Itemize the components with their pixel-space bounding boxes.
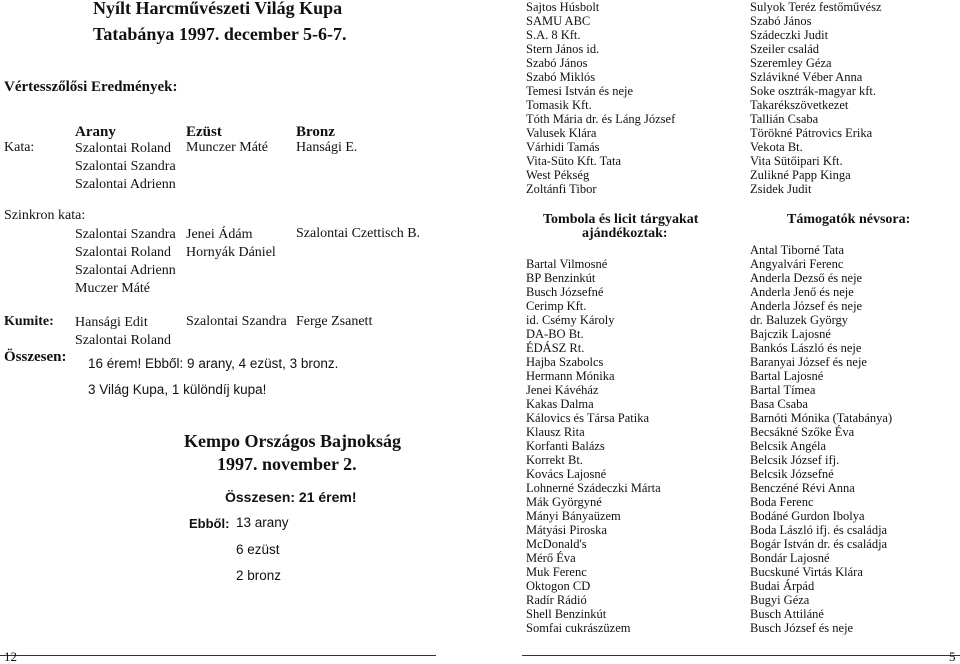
event-title: Nyílt Harcművészeti Világ Kupa bbox=[93, 0, 343, 18]
list-item: West Pékség bbox=[526, 168, 590, 182]
total-label: Összesen: bbox=[4, 349, 67, 365]
list-item: Muk Ferenc bbox=[526, 565, 587, 579]
tombola-title: Tombola és licit tárgyakat bbox=[543, 212, 699, 227]
list-item: Anderla Jenő és neje bbox=[750, 285, 854, 299]
list-item: Basa Csaba bbox=[750, 397, 808, 411]
list-item: Szádeczki Judit bbox=[750, 28, 829, 42]
list-item: Lohnerné Szádeczki Márta bbox=[526, 481, 661, 495]
list-item: Szalontai Szandra bbox=[75, 227, 176, 242]
tombola-title-2: ajándékoztak: bbox=[582, 226, 668, 241]
supporters-list-top-1 bbox=[526, 0, 675, 196]
list-item: Antal Tiborné Tata bbox=[750, 243, 845, 257]
tombola-list bbox=[526, 257, 661, 635]
total-text-cups: 3 Világ Kupa, 1 különdíj kupa! bbox=[88, 382, 267, 397]
list-item: Szalontai Szandra bbox=[75, 159, 176, 174]
page-number-left: 12 bbox=[4, 649, 17, 664]
list-item: Hansági Edit bbox=[75, 315, 148, 330]
kata-gold-list bbox=[75, 140, 176, 194]
list-item: SAMU ABC bbox=[526, 14, 591, 28]
list-item: Zoltánfi Tibor bbox=[526, 182, 597, 196]
list-item: Bodáné Gurdon Ibolya bbox=[750, 509, 865, 523]
list-item: Belcsik Angéla bbox=[750, 439, 827, 453]
footer-divider-left bbox=[0, 655, 436, 656]
szinkron-bronze: Szalontai Czettisch B. bbox=[296, 226, 421, 241]
list-item: dr. Baluzek György bbox=[750, 313, 849, 327]
kumite-bronze: Ferge Zsanett bbox=[296, 314, 373, 329]
list-item: Szalontai Adrienn bbox=[75, 263, 176, 278]
list-item: Szabó János bbox=[750, 14, 812, 28]
kata-bronze: Hansági E. bbox=[296, 140, 358, 155]
list-item: Korfanti Balázs bbox=[526, 439, 605, 453]
list-item: Zulikné Papp Kinga bbox=[750, 168, 851, 182]
list-item: id. Csémy Károly bbox=[526, 313, 615, 327]
list-item: Soke osztrák-magyar kft. bbox=[750, 84, 877, 98]
list-item: Tomasik Kft. bbox=[526, 98, 592, 112]
list-item: Korrekt Bt. bbox=[526, 453, 583, 467]
list-item: Jenei Ádám bbox=[186, 227, 253, 242]
list-item: Budai Árpád bbox=[750, 579, 815, 593]
list-item: ÉDÁSZ Rt. bbox=[526, 341, 585, 355]
kempo-bronze: 2 bronz bbox=[236, 568, 282, 583]
list-item: Temesi István és neje bbox=[526, 84, 634, 98]
footer-divider-right bbox=[522, 655, 960, 656]
list-item: Mák Györgyné bbox=[526, 495, 602, 509]
list-item: Barnóti Mónika (Tatabánya) bbox=[750, 411, 893, 425]
list-item: Shell Benzinkút bbox=[526, 607, 607, 621]
szinkron-kata-label: Szinkron kata: bbox=[4, 208, 86, 223]
list-item: Bajczik Lajosné bbox=[750, 327, 831, 341]
list-item: Hornyák Dániel bbox=[186, 245, 276, 260]
list-item: Radír Rádió bbox=[526, 593, 587, 607]
list-item: Vita-Süto Kft. Tata bbox=[526, 154, 622, 168]
list-item: Bugyi Géza bbox=[750, 593, 810, 607]
event-date: Tatabánya 1997. december 5-6-7. bbox=[93, 24, 347, 44]
list-item: Boda László ifj. és családja bbox=[750, 523, 888, 537]
kempo-gold: 13 arany bbox=[236, 515, 289, 530]
kempo-date: 1997. november 2. bbox=[217, 454, 357, 474]
supporters-list-top-2 bbox=[750, 0, 882, 196]
list-item: Busch Józsefné bbox=[526, 285, 604, 299]
list-item: Busch József és neje bbox=[750, 621, 854, 635]
list-item: Vekota Bt. bbox=[750, 140, 803, 154]
list-item: Bartal Lajosné bbox=[750, 369, 824, 383]
list-item: Kakas Dalma bbox=[526, 397, 594, 411]
list-item: Mérő Éva bbox=[526, 551, 576, 565]
list-item: Bondár Lajosné bbox=[750, 551, 830, 565]
gold-column-header: Arany bbox=[75, 124, 116, 140]
bronze-column-header: Bronz bbox=[296, 124, 335, 140]
list-item: Klausz Rita bbox=[526, 425, 585, 439]
list-item: Anderla József és neje bbox=[750, 299, 863, 313]
list-item: Sulyok Teréz festőművész bbox=[750, 0, 882, 14]
list-item: Várhidi Tamás bbox=[526, 140, 600, 154]
list-item: Szalontai Adrienn bbox=[75, 177, 176, 192]
list-item: Valusek Klára bbox=[526, 126, 597, 140]
kempo-title: Kempo Országos Bajnokság bbox=[184, 431, 402, 451]
list-item: Tallián Csaba bbox=[750, 112, 819, 126]
list-item: S.A. 8 Kft. bbox=[526, 28, 581, 42]
list-item: Törökné Pátrovics Erika bbox=[750, 126, 873, 140]
list-item: Bankós László és neje bbox=[750, 341, 862, 355]
kumite-silver: Szalontai Szandra bbox=[186, 314, 287, 329]
kata-label: Kata: bbox=[4, 140, 35, 155]
list-item: Oktogon CD bbox=[526, 579, 591, 593]
silver-column-header: Ezüst bbox=[186, 124, 222, 140]
list-item: Bartal Tímea bbox=[750, 383, 816, 397]
kempo-silver: 6 ezüst bbox=[236, 542, 280, 557]
list-item: Cerimp Kft. bbox=[526, 299, 587, 313]
list-item: Angyalvári Ferenc bbox=[750, 257, 844, 271]
list-item: Belcsik József ifj. bbox=[750, 453, 840, 467]
szinkron-silver-list bbox=[186, 226, 276, 262]
page-number-right: 5 bbox=[949, 649, 956, 664]
list-item: Tóth Mária dr. és Láng József bbox=[526, 112, 676, 126]
list-item: Mányi Bányaüzem bbox=[526, 509, 621, 523]
list-item: Benczéné Révi Anna bbox=[750, 481, 855, 495]
list-item: Boda Ferenc bbox=[750, 495, 814, 509]
total-text: 16 érem! Ebből: 9 arany, 4 ezüst, 3 bronz. bbox=[88, 356, 339, 371]
results-heading: Vértesszőlősi Eredmények: bbox=[4, 79, 178, 95]
supporters-list bbox=[750, 243, 892, 635]
list-item: Szeiler család bbox=[750, 42, 820, 56]
list-item: Belcsik Józsefné bbox=[750, 467, 834, 481]
list-item: Bucskuné Virtás Klára bbox=[750, 565, 863, 579]
list-item: Bogár István dr. és családja bbox=[750, 537, 888, 551]
list-item: Sajtos Húsbolt bbox=[526, 0, 600, 14]
list-item: Kálovics és Társa Patika bbox=[526, 411, 649, 425]
list-item: Szeremley Géza bbox=[750, 56, 832, 70]
list-item: Somfai cukrászüzem bbox=[526, 621, 631, 635]
list-item: Bartal Vilmosné bbox=[526, 257, 608, 271]
kumite-label: Kumite: bbox=[4, 314, 54, 329]
list-item: McDonald's bbox=[526, 537, 587, 551]
list-item: Vita Sütőipari Kft. bbox=[750, 154, 843, 168]
list-item: Szalontai Roland bbox=[75, 245, 172, 260]
list-item: Muczer Máté bbox=[75, 281, 151, 296]
list-item: Baranyai József és neje bbox=[750, 355, 867, 369]
list-item: Szabó Miklós bbox=[526, 70, 596, 84]
list-item: Zsidek Judit bbox=[750, 182, 812, 196]
list-item: BP Benzinkút bbox=[526, 271, 596, 285]
list-item: Szalontai Roland bbox=[75, 333, 172, 348]
list-item: Hermann Mónika bbox=[526, 369, 615, 383]
list-item: Busch Attiláné bbox=[750, 607, 824, 621]
list-item: Takarékszövetkezet bbox=[750, 98, 849, 112]
list-item: Jenei Kávéház bbox=[526, 383, 599, 397]
list-item: DA-BO Bt. bbox=[526, 327, 584, 341]
list-item: Kovács Lajosné bbox=[526, 467, 607, 481]
szinkron-gold-list bbox=[75, 226, 176, 298]
list-item: Hajba Szabolcs bbox=[526, 355, 604, 369]
kempo-ebbol-label: Ebből: bbox=[189, 516, 230, 531]
supporters-title: Támogatók névsora: bbox=[787, 212, 911, 227]
list-item: Becsákné Szőke Éva bbox=[750, 425, 855, 439]
kempo-total: Összesen: 21 érem! bbox=[225, 489, 357, 505]
list-item: Szalontai Roland bbox=[75, 141, 172, 156]
list-item: Szabó János bbox=[526, 56, 588, 70]
kata-silver: Munczer Máté bbox=[186, 140, 269, 155]
list-item: Anderla Dezső és neje bbox=[750, 271, 863, 285]
list-item: Mátyási Piroska bbox=[526, 523, 607, 537]
list-item: Szlávikné Véber Anna bbox=[750, 70, 863, 84]
kumite-gold-list bbox=[75, 314, 171, 350]
list-item: Stern János id. bbox=[526, 42, 600, 56]
